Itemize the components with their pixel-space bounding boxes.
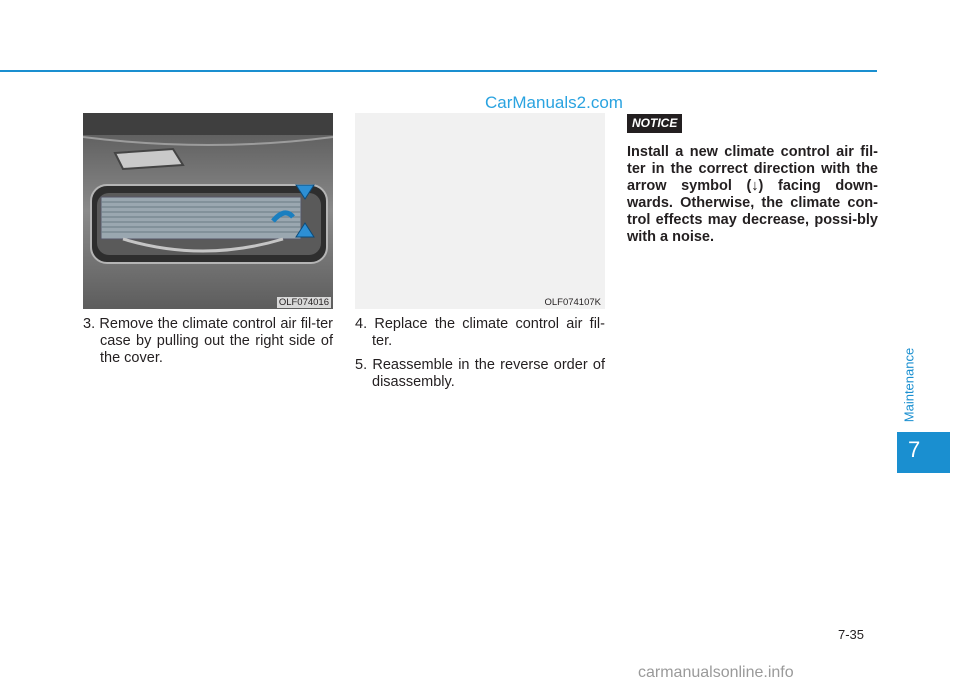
column-middle — [355, 316, 605, 398]
figure-code: OLF074016 — [278, 297, 329, 308]
chapter-tab — [897, 432, 950, 473]
figure-code: OLF074107K — [544, 297, 601, 308]
section-label-text: Maintenance — [901, 347, 917, 423]
step-3: 3. Remove the climate control air fil-ter case by pulling out the right side of the cover. — [83, 316, 333, 366]
column-left — [83, 316, 333, 374]
step-4: 4. Replace the climate control air fil-ter. — [355, 316, 605, 349]
chapter-number: 7 — [908, 437, 921, 462]
step-5: 5. Reassemble in the reverse order of disassembly. — [355, 357, 605, 390]
watermark-bottom[interactable]: carmanualsonline.info — [638, 664, 794, 681]
watermark-top[interactable]: CarManuals2.com — [485, 93, 623, 112]
filter-case-illustration — [83, 113, 333, 309]
figure-replace-filter — [355, 113, 605, 309]
section-label — [897, 340, 921, 430]
notice-badge: NOTICE — [627, 114, 682, 133]
header-rule — [0, 70, 877, 72]
page-number: 7-35 — [838, 627, 865, 642]
notice-text: Install a new climate control air fil-ter in the correct direction with the arrow symbol (↓) facing down-wards. Otherwise, the climate con-trol effects may decrease, possi-bly with a noise. — [627, 144, 878, 245]
figure-filter-case — [83, 113, 333, 309]
